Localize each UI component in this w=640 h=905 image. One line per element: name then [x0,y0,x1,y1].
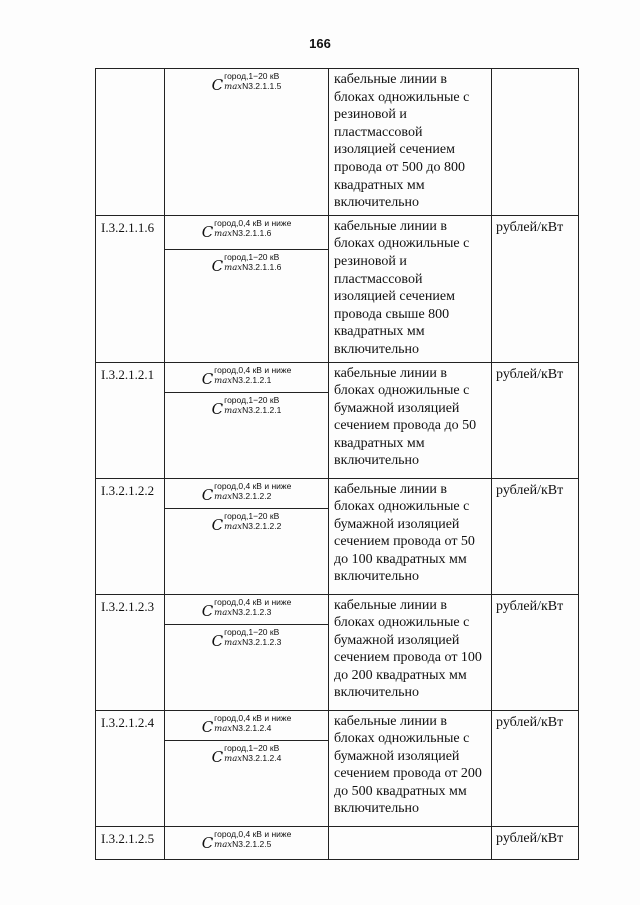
formula [165,69,328,96]
formula-cell [165,741,328,826]
row-formulas [165,69,329,216]
formula [165,250,328,277]
table-row [96,710,579,826]
formula-base: C [201,222,214,241]
row-unit: рублей/кВт [492,478,579,594]
row-description: кабельные линии в блоках одножильные с бумажной изоляцией сечением провода от 50 до 100 квадратных мм включительно [329,478,492,594]
row-unit: рублей/кВт [492,594,579,710]
row-code [96,69,165,216]
table-row [96,362,579,478]
formula [165,625,328,652]
formula-subscript-var: max [214,228,233,239]
row-code: I.3.2.1.2.1 [96,362,165,478]
formula-base: C [211,515,224,534]
row-formulas [165,826,329,859]
row-description: кабельные линии в блоках одножильные с бумажной изоляцией сечением провода от 100 до 200 квадратных мм включительно [329,594,492,710]
row-unit: рублей/кВт [492,215,579,362]
row-formulas [165,478,329,594]
formula-superscript: город,0,4 кВ и ниже [214,480,292,491]
formula-cell [165,711,328,741]
page-number: 166 [309,36,331,51]
formula-subscript [214,839,291,850]
row-code: I.3.2.1.2.4 [96,710,165,826]
formula-cell [165,827,328,859]
formula-cell [165,509,328,594]
formula [165,479,328,506]
formula-cell [165,69,328,208]
formula-base: C [211,747,224,766]
formula [165,363,328,390]
formula-base: C [211,76,224,94]
formula-superscript: город,1−20 кВ [224,251,280,262]
formula-subscript-index: N3.2.1.1.6 [242,261,282,272]
table-row [96,826,579,859]
formula-subscript [224,405,281,416]
formula-subscript-var: max [224,262,243,273]
table-row [96,69,579,216]
row-unit: рублей/кВт [492,362,579,478]
tariff-table [95,68,579,860]
formula-superscript: город,1−20 кВ [224,71,280,81]
formula [165,711,328,738]
formula-subscript [224,262,281,273]
row-unit [492,69,579,216]
formula-superscript: город,0,4 кВ и ниже [214,712,292,723]
formula-subscript-index: N3.2.1.2.2 [232,490,272,501]
table-row [96,594,579,710]
formula-subscript-var: max [214,375,233,386]
formula-subscript [214,723,291,734]
formula-base: C [211,631,224,650]
table-row [96,215,579,362]
row-unit: рублей/кВт [492,710,579,826]
formula-subscript [224,753,281,764]
row-unit: рублей/кВт [492,826,579,859]
formula-subscript-index: N3.2.1.2.3 [232,606,272,617]
formula-base: C [211,256,224,275]
formula-subscript [214,491,291,502]
formula-subscript-var: max [224,521,243,532]
formula-subscript-var: max [214,723,233,734]
formula-base: C [201,485,214,504]
row-description [329,826,492,859]
formula-base: C [201,369,214,388]
row-code: I.3.2.1.2.2 [96,478,165,594]
formula [165,741,328,768]
formula [165,509,328,536]
formula-cell [165,216,328,250]
formula-subscript-index: N3.2.1.2.3 [242,636,282,647]
formula-base: C [201,833,214,852]
formula-subscript-index: N3.2.1.1.6 [232,227,272,238]
formula [165,216,328,243]
table-row [96,478,579,594]
formula-subscript [224,81,281,92]
formula-subscript-index: N3.2.1.2.2 [242,520,282,531]
row-code: I.3.2.1.2.3 [96,594,165,710]
formula-subscript-var: max [224,82,243,92]
row-description: кабельные линии в блоках одножильные с резиновой и пластмассовой изоляцией сечением провода свыше 800 квадратных мм включительно [329,215,492,362]
formula-cell [165,363,328,393]
formula-base: C [201,601,214,620]
formula-superscript: город,0,4 кВ и ниже [214,364,292,375]
formula [165,827,328,854]
formula-superscript: город,0,4 кВ и ниже [214,828,292,839]
formula-subscript-var: max [214,607,233,618]
formula-subscript-index: N3.2.1.2.1 [232,374,272,385]
formula-subscript [214,607,291,618]
row-description: кабельные линии в блоках одножильные с бумажной изоляцией сечением провода до 50 квадратных мм включительно [329,362,492,478]
formula-subscript-index: N3.2.1.2.1 [242,404,282,415]
formula-subscript-var: max [224,753,243,764]
row-formulas [165,362,329,478]
formula-subscript-var: max [224,637,243,648]
formula-cell [165,595,328,625]
formula-superscript: город,0,4 кВ и ниже [214,596,292,607]
formula [165,595,328,622]
row-formulas [165,594,329,710]
row-description: кабельные линии в блоках одножильные с резиновой и пластмассовой изоляцией сечением провода от 500 до 800 квадратных мм включительно [329,69,492,216]
formula-subscript-index: N3.2.1.2.4 [232,722,272,733]
formula-cell [165,393,328,478]
formula-subscript-index: N3.2.1.2.4 [242,752,282,763]
row-code: I.3.2.1.1.6 [96,215,165,362]
formula-subscript [214,228,291,239]
formula-subscript [224,521,281,532]
formula-subscript-var: max [214,491,233,502]
formula [165,393,328,420]
formula-subscript-var: max [214,839,233,850]
row-formulas [165,710,329,826]
formula-superscript: город,1−20 кВ [224,626,280,637]
formula-superscript: город,1−20 кВ [224,394,280,405]
formula-cell [165,625,328,710]
formula-cell [165,479,328,509]
formula-subscript [224,637,281,648]
formula-superscript: город,0,4 кВ и ниже [214,217,292,228]
formula-subscript-index: N3.2.1.1.5 [242,81,282,91]
formula-subscript-var: max [224,405,243,416]
formula-base: C [211,399,224,418]
row-description: кабельные линии в блоках одножильные с бумажной изоляцией сечением провода от 200 до 500 квадратных мм включительно [329,710,492,826]
row-code: I.3.2.1.2.5 [96,826,165,859]
formula-base: C [201,717,214,736]
formula-cell [165,250,328,354]
formula-superscript: город,1−20 кВ [224,742,280,753]
formula-subscript-index: N3.2.1.2.5 [232,838,272,849]
row-formulas [165,215,329,362]
formula-subscript [214,375,291,386]
formula-superscript: город,1−20 кВ [224,510,280,521]
